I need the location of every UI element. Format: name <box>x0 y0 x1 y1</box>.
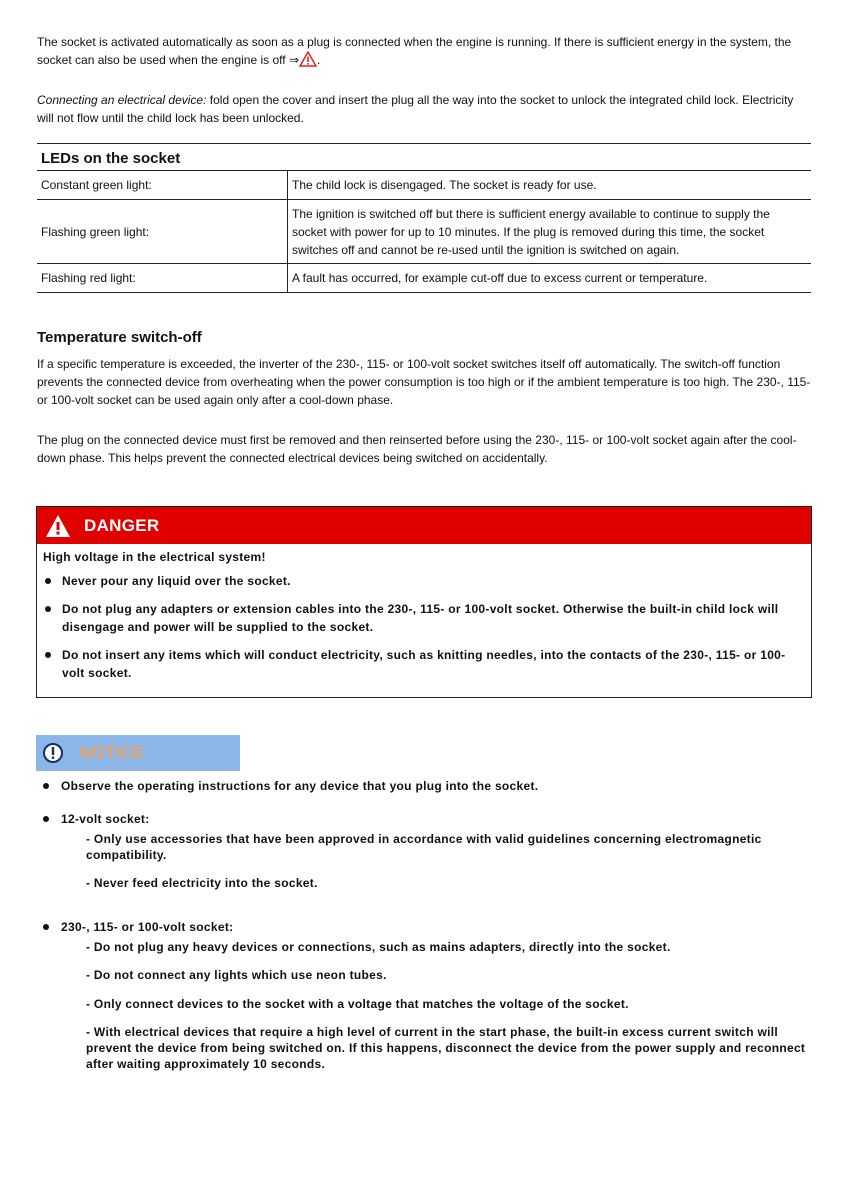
bullet-icon <box>45 652 51 658</box>
notice-item-2: 12-volt socket: <box>43 811 150 827</box>
list-item: Do not insert any items which will conduct electricity, such as knitting needles, into the contacts of the 230-, 115- or 100-volt socket. <box>37 646 811 682</box>
notice-header <box>36 735 240 771</box>
table-row <box>37 200 811 264</box>
list-item: Never pour any liquid over the socket. <box>37 572 811 590</box>
leds-table-title: LEDs on the socket <box>37 144 811 171</box>
notice-subitem: - With electrical devices that require a high level of current in the start phase, the built-in excess current switch will prevent the device from being switched on. If this happens, disconnect the device from the power supply and reconnect after waiting approximately 10 seconds. <box>86 1025 806 1071</box>
led-label: Constant green light: <box>37 171 288 200</box>
bullet-icon <box>45 578 51 584</box>
exclamation-circle-icon <box>42 742 64 764</box>
warning-triangle-icon[interactable] <box>299 51 317 67</box>
intro-paragraph-2: Connecting an electrical device: fold open the cover and insert the plug all the way into the socket to unlock the integrated child lock. Electricity will not flow until the child lock has been unlocked. <box>37 93 794 125</box>
danger-subtitle: High voltage in the electrical system! <box>43 550 266 564</box>
notice-subitem: - Only use accessories that have been approved in accordance with valid guidelines concerning electromagnetic compatibility. <box>86 832 762 862</box>
temperature-paragraph-2: The plug on the connected device must first be removed and then reinserted before using the 230-, 115- or 100-volt socket again after the cool-down phase. This helps prevent the connected electrical devices being switched on accidentally. <box>37 433 797 465</box>
notice-subitem: - Do not plug any heavy devices or connections, such as mains adapters, directly into the socket. <box>86 940 671 954</box>
notice-subitem: - Never feed electricity into the socket. <box>86 876 318 890</box>
notice-title: NOTICE <box>80 743 145 762</box>
led-label: Flashing green light: <box>37 200 288 264</box>
notice-subitem: - Do not connect any lights which use neon tubes. <box>86 968 387 982</box>
warning-triangle-icon <box>45 514 71 538</box>
led-description: The ignition is switched off but there is sufficient energy available to continue to supply the socket with power for up to 10 minutes. If the plug is removed during this time, the socket switches off and cannot be re-used until the ignition is switched on again. <box>288 200 812 264</box>
danger-title: DANGER <box>84 515 160 535</box>
notice-item-3: 230-, 115- or 100-volt socket: <box>43 919 233 935</box>
danger-list <box>37 572 811 682</box>
table-row <box>37 171 811 200</box>
temperature-paragraph-1: If a specific temperature is exceeded, the inverter of the 230-, 115- or 100-volt socket switches itself off automatically. The switch-off function prevents the connected device from overheating when the power consumption is too high or if the ambient temperature is too high. The 230-, 115- or 100-volt socket can be used again only after a cool-down phase. <box>37 357 811 407</box>
danger-header <box>37 507 811 544</box>
led-description: A fault has occurred, for example cut-off due to excess current or temperature. <box>288 264 812 293</box>
leds-table <box>37 143 811 293</box>
reference-arrow: ⇒ <box>288 53 300 67</box>
led-description: The child lock is disengaged. The socket is ready for use. <box>288 171 812 200</box>
bullet-icon <box>43 783 49 789</box>
bullet-icon <box>43 816 49 822</box>
intro-paragraph-1: The socket is activated automatically as soon as a plug is connected when the engine is running. If there is sufficient energy in the system, the socket can also be used when the engine is off ⇒ . <box>37 35 792 67</box>
notice-item-1: Observe the operating instructions for any device that you plug into the socket. <box>43 778 538 794</box>
list-item: Do not plug any adapters or extension cables into the 230-, 115- or 100-volt socket. Otherwise the built-in child lock will disengage and power will be supplied to the socket. <box>37 600 811 636</box>
temperature-heading: Temperature switch-off <box>37 329 202 346</box>
intro-lead-in: Connecting an electrical device: <box>37 93 207 107</box>
bullet-icon <box>43 924 49 930</box>
danger-box <box>36 506 812 698</box>
led-label: Flashing red light: <box>37 264 288 293</box>
table-row <box>37 264 811 293</box>
bullet-icon <box>45 606 51 612</box>
notice-subitem: - Only connect devices to the socket with a voltage that matches the voltage of the socket. <box>86 997 629 1011</box>
